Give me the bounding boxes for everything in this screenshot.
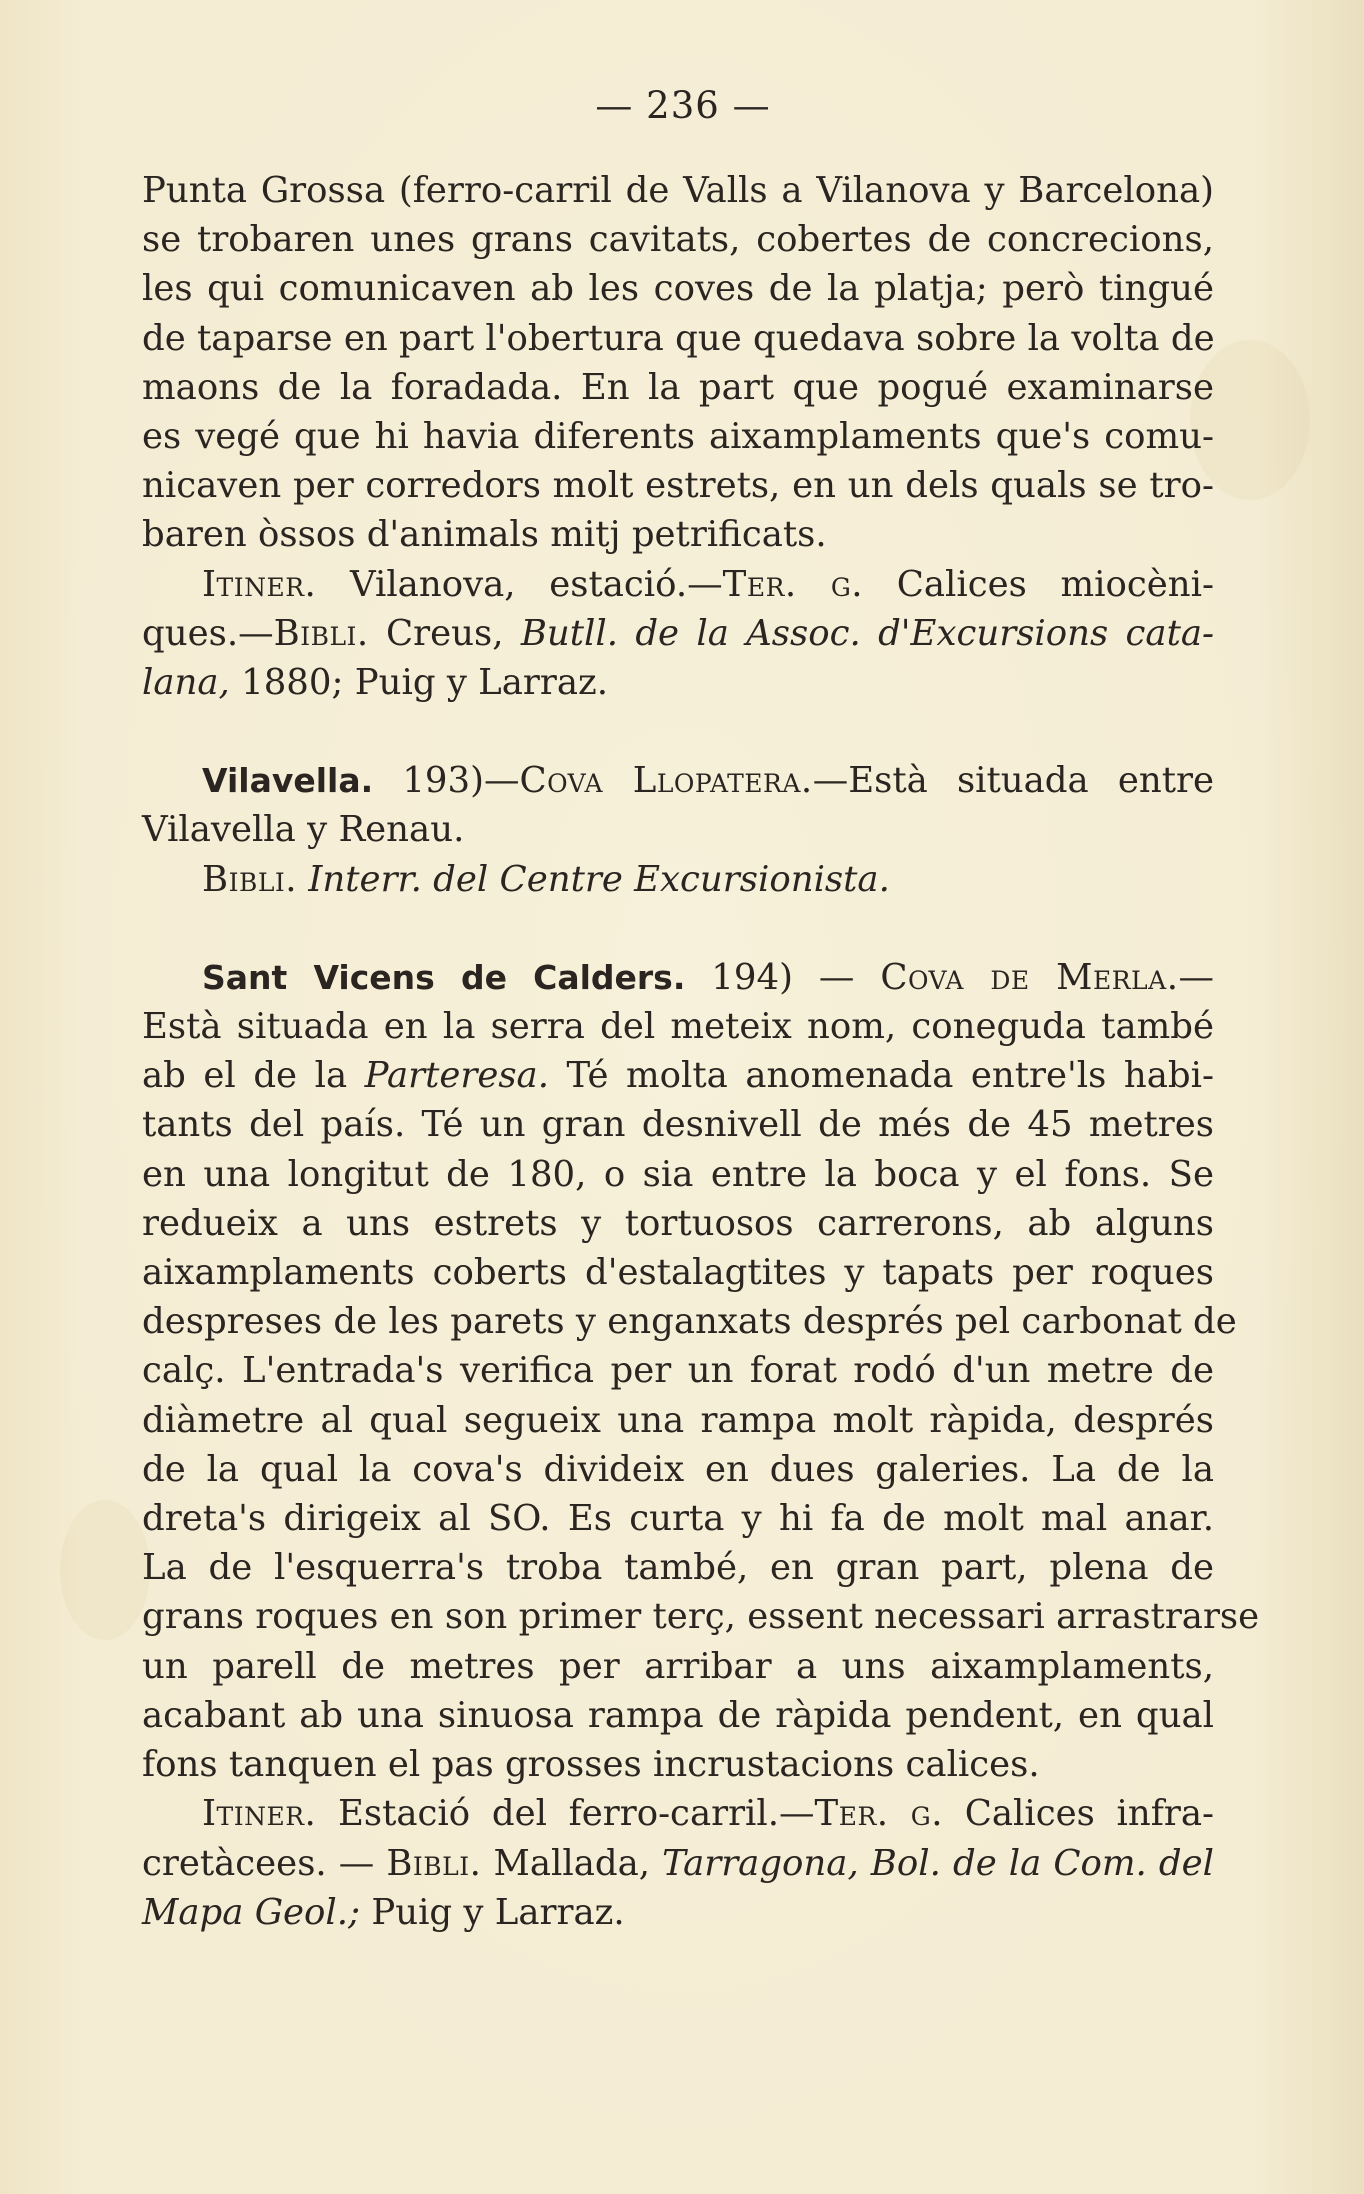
entry-sant-vicens bbox=[142, 953, 1260, 1937]
text-line: redueix a uns estrets y tortuosos carrerons, ab alguns bbox=[142, 1202, 1214, 1244]
bibli-rest: Puig y Larraz. bbox=[360, 1891, 625, 1933]
entry-punta-grossa bbox=[142, 166, 1214, 707]
bibliography-line bbox=[142, 1888, 1214, 1937]
bibli-author: Creus, bbox=[368, 612, 521, 654]
text-line: grans roques en son primer terç, essent necessari arrastrarse bbox=[142, 1596, 1260, 1638]
page-number: — 236 — bbox=[595, 84, 771, 127]
itiner-label: Itiner. bbox=[202, 563, 317, 605]
text-line: se trobaren unes grans cavitats, cobertes de concrecions, bbox=[142, 219, 1214, 261]
entry-vilavella bbox=[142, 756, 1214, 904]
text-line: calç. L'entrada's verifica per un forat rodó d'un metre de bbox=[142, 1350, 1214, 1392]
text-line: fons tanquen el pas grosses incrustacions calices. bbox=[142, 1744, 1040, 1786]
bibliography-line bbox=[142, 658, 1214, 707]
entry-heading-line bbox=[142, 756, 1214, 805]
locality-name: Sant Vicens de Calders. bbox=[202, 957, 686, 997]
text-line: un parell de metres per arribar a uns aixamplaments, bbox=[142, 1645, 1214, 1687]
ter-text: Calices infra- bbox=[943, 1793, 1215, 1835]
bibliography-line bbox=[142, 855, 1214, 904]
itiner-text: Estació del ferro-carril.— bbox=[316, 1793, 815, 1835]
description-text: —Està situada entre bbox=[812, 760, 1214, 802]
text-line: La de l'esquerra's troba també, en gran part, plena de bbox=[142, 1547, 1214, 1589]
ter-label: Ter. g. bbox=[722, 563, 864, 605]
bibliography-line bbox=[142, 609, 1214, 658]
ter-label: Ter. g. bbox=[814, 1793, 944, 1835]
text-block bbox=[142, 74, 1260, 1937]
entry-number: 194) — bbox=[685, 956, 881, 998]
ter-text: Calices miocèni- bbox=[863, 563, 1214, 605]
text-line: en una longitut de 180, o sia entre la boca y el fons. Se bbox=[142, 1153, 1214, 1195]
cave-name: Cova de Merla. bbox=[880, 956, 1179, 998]
bibli-label: Bibli. bbox=[273, 612, 369, 654]
locality-name: Vilavella. bbox=[202, 761, 374, 801]
bibli-rest: 1880; Puig y Larraz. bbox=[229, 662, 609, 704]
text-line: es vegé que hi havia diferents aixamplaments que's comu- bbox=[142, 416, 1214, 458]
ter-text-cont: cretàcees. — bbox=[142, 1842, 387, 1884]
text-line: baren òssos d'animals mitj petrificats. bbox=[142, 514, 827, 556]
itinerary-line bbox=[142, 1789, 1214, 1838]
text-line: nicaven per corredors molt estrets, en un dels quals se tro- bbox=[142, 465, 1214, 507]
text-line: de la qual la cova's divideix en dues galeries. La de la bbox=[142, 1448, 1214, 1490]
paper-stain bbox=[60, 1500, 150, 1640]
ter-text-cont: ques.— bbox=[142, 612, 274, 654]
heading-dash: — bbox=[1178, 956, 1214, 998]
itiner-text: Vilanova, estació.— bbox=[316, 563, 723, 605]
text-line: aixamplaments coberts d'estalagtites y tapats per roques bbox=[142, 1252, 1214, 1294]
text-line: Vilavella y Renau. bbox=[142, 809, 465, 851]
text-line: les qui comunicaven ab les coves de la platja; però tingué bbox=[142, 268, 1214, 310]
bibli-author: Mallada, bbox=[481, 1842, 663, 1884]
entry-gap bbox=[142, 904, 1214, 953]
text-line: acabant ab una sinuosa rampa de ràpida pendent, en qual bbox=[142, 1694, 1214, 1736]
cave-name: Cova Llopatera. bbox=[519, 760, 813, 802]
text-fragment: Té molta anomenada entre'ls habi- bbox=[549, 1055, 1214, 1097]
bibliography-line bbox=[142, 1839, 1214, 1888]
alt-name: Parteresa. bbox=[364, 1055, 550, 1097]
text-fragment: ab el de la bbox=[142, 1055, 365, 1097]
bibli-label: Bibli. bbox=[202, 858, 298, 900]
bibli-title: Interr. del Centre Excursionista. bbox=[308, 858, 890, 900]
bibli-title-cont: Mapa Geol.; bbox=[142, 1891, 361, 1933]
text-line: de taparse en part l'obertura que quedava sobre la volta de bbox=[142, 317, 1215, 359]
text-line: maons de la foradada. En la part que pogué examinarse bbox=[142, 366, 1214, 408]
bibli-title: Tarragona, Bol. de la Com. del bbox=[662, 1842, 1214, 1884]
itinerary-line bbox=[142, 560, 1214, 609]
entry-gap bbox=[142, 707, 1214, 756]
text-line: Està situada en la serra del meteix nom, coneguda també bbox=[142, 1006, 1214, 1048]
text-line bbox=[142, 1051, 1214, 1100]
text-line: tants del país. Té un gran desnivell de més de 45 metres bbox=[142, 1104, 1214, 1146]
itiner-label: Itiner. bbox=[202, 1793, 317, 1835]
bibli-title-cont: lana, bbox=[142, 662, 230, 704]
text-line: despreses de les parets y enganxats després pel carbonat de bbox=[142, 1301, 1237, 1343]
text-line: dreta's dirigeix al SO. Es curta y hi fa de molt mal anar. bbox=[142, 1498, 1214, 1540]
entry-number: 193)— bbox=[373, 760, 520, 802]
text-line: diàmetre al qual segueix una rampa molt ràpida, després bbox=[142, 1399, 1214, 1441]
text-line: Punta Grossa (ferro-carril de Valls a Vilanova y Barcelona) bbox=[142, 170, 1214, 211]
bibli-label: Bibli. bbox=[386, 1842, 482, 1884]
bibli-title: Butll. de la Assoc. d'Excursions cata- bbox=[520, 612, 1215, 654]
entry-heading-line bbox=[142, 953, 1214, 1002]
